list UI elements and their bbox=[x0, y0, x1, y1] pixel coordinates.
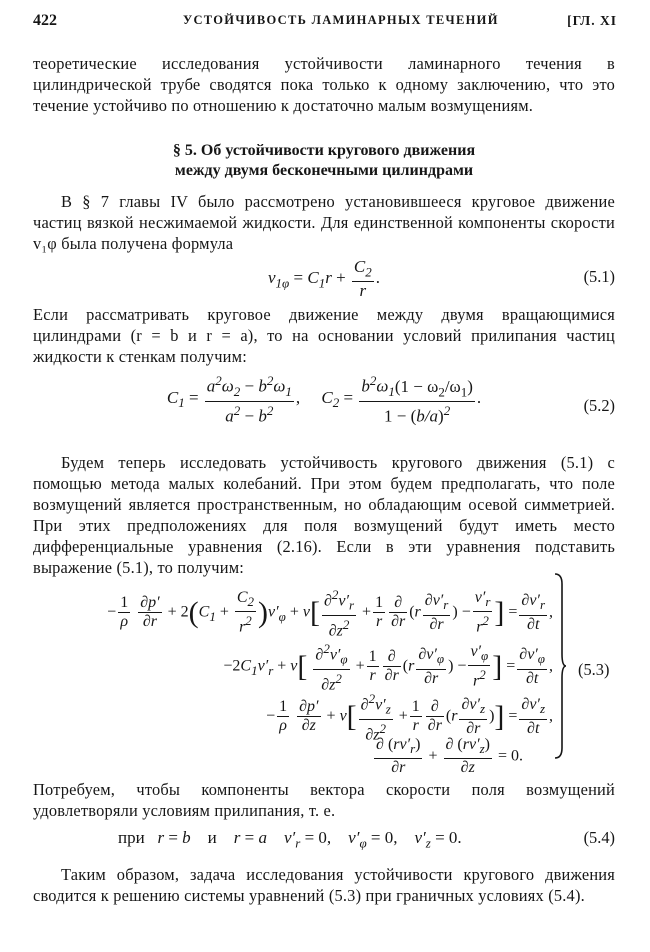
equation-5-4 bbox=[33, 828, 615, 854]
running-title: УСТОЙЧИВОСТЬ ЛАМИНАРНЫХ ТЕЧЕНИЙ bbox=[183, 13, 499, 27]
paragraph-1: теоретические исследования устойчивости ламинарного течения в цилиндрической трубе сводятся пока только к одному заключению, что это течение устойчиво по отношению к достаточно малым возмущениям. bbox=[33, 54, 615, 115]
equation-number-5-2: (5.2) bbox=[583, 396, 615, 415]
equation-5-3-row-2: $-2C_1v'_r + \nu$[ $\frac{\partial^2v'_\varphi}{\partial z^2}$ + $\frac{1}{r}$ $\frac{\partial}{\partial r}$ (r $\frac{\partial v'_\varphi}{\partial r}$ ) − $\frac{v'_\varphi}{r^2}$ ] = $\frac{\partial v'_\varphi}{\partial t}$ , bbox=[223, 641, 553, 693]
equation-number-5-1: (5.1) bbox=[583, 267, 615, 286]
chapter-label: [ГЛ. XI bbox=[567, 13, 617, 28]
page-number: 422 bbox=[33, 12, 57, 29]
equation-5-2-body: $C_1$ = $\frac{a^2\omega_2 - b^2\omega_1}{a^2 - b^2}$ , $C_2$ = $\frac{b^2\omega_1(1 - \omega_2/\omega_1)}{1 - (b/a)^2}$ . bbox=[166, 373, 482, 426]
paragraph-4: Будем теперь исследовать устойчивость кругового движения (5.1) с помощью метода малых колебаний. При этом будем предполагать, что поле возмущений является пространственным, но обладающим осевой симметрией. При этих предположениях для поля возмущений будут иметь место дифференциальные уравнения (2.16). Если в эти уравнения подставить выражение (5.1), то получим: bbox=[33, 453, 615, 577]
equation-number-5-3: (5.3) bbox=[578, 660, 610, 679]
paragraph-6: Таким образом, задача исследования устойчивости кругового движения сводится к решению системы уравнений (5.3) при граничных условиях (5.4). bbox=[33, 865, 615, 905]
section-title-line-2: между двумя бесконечными цилиндрами bbox=[174, 162, 474, 179]
section-title-line-1: § 5. Об устойчивости кругового движения bbox=[172, 142, 476, 159]
equation-5-3-row-4: $\frac{\partial (rv'_r)}{\partial r}$ + $\frac{\partial (rv'_z)}{\partial z}$ = 0. bbox=[376, 736, 523, 777]
paragraph-3: Если рассматривать круговое движение между двумя вращающимися цилиндрами (r = b и r = a), то на основании условий прилипания частиц жидкости к стенкам получим: bbox=[33, 305, 615, 366]
equation-5-3-row-3: − $\frac{1}{\rho}$ $\frac{\partial p'}{\partial z}$ + ν[ $\frac{\partial^2v'_z}{\partial z^2}$ + $\frac{1}{r}$ $\frac{\partial}{\partial r}$ (r $\frac{\partial v'_z}{\partial r}$ )] = $\frac{\partial v'_z}{\partial t}$ , bbox=[266, 691, 553, 743]
paragraph-2: В § 7 главы IV было рассмотрено установившееся круговое движение частиц вязкой несжимаемой жидкости. Для единственной компоненты скорости v₁φ была получена формула bbox=[33, 192, 615, 253]
equation-number-5-4: (5.4) bbox=[583, 828, 615, 847]
paragraph-5: Потребуем, чтобы компоненты вектора скорости поля возмущений удовлетворяли условиям прилипания, т. е. bbox=[33, 780, 615, 820]
equation-5-1-body: $v_{1\varphi} = C_1r$ + $\frac{C_2}{r}$ . bbox=[268, 257, 380, 301]
system-brace bbox=[553, 572, 567, 760]
equation-5-4-body: при r = b и r = a $v'_r = 0$, $v'_\varphi = 0$, $v'_z = 0$. bbox=[118, 828, 462, 851]
equation-5-3-row-1: − $\frac{1}{\rho}$ $\frac{\partial p'}{\partial r}$ + $2(C_1$ + $\frac{C_2}{r^2}$ )$v'_\varphi + \nu$[ $\frac{\partial^2v'_r}{\partial z^2}$ + $\frac{1}{r}$ $\frac{\partial}{\partial r}$ (r $\frac{\partial v'_r}{\partial r}$ ) − $\frac{v'_r}{r^2}$ ] = $\frac{\partial v'_r}{\partial t}$ , bbox=[107, 587, 553, 639]
